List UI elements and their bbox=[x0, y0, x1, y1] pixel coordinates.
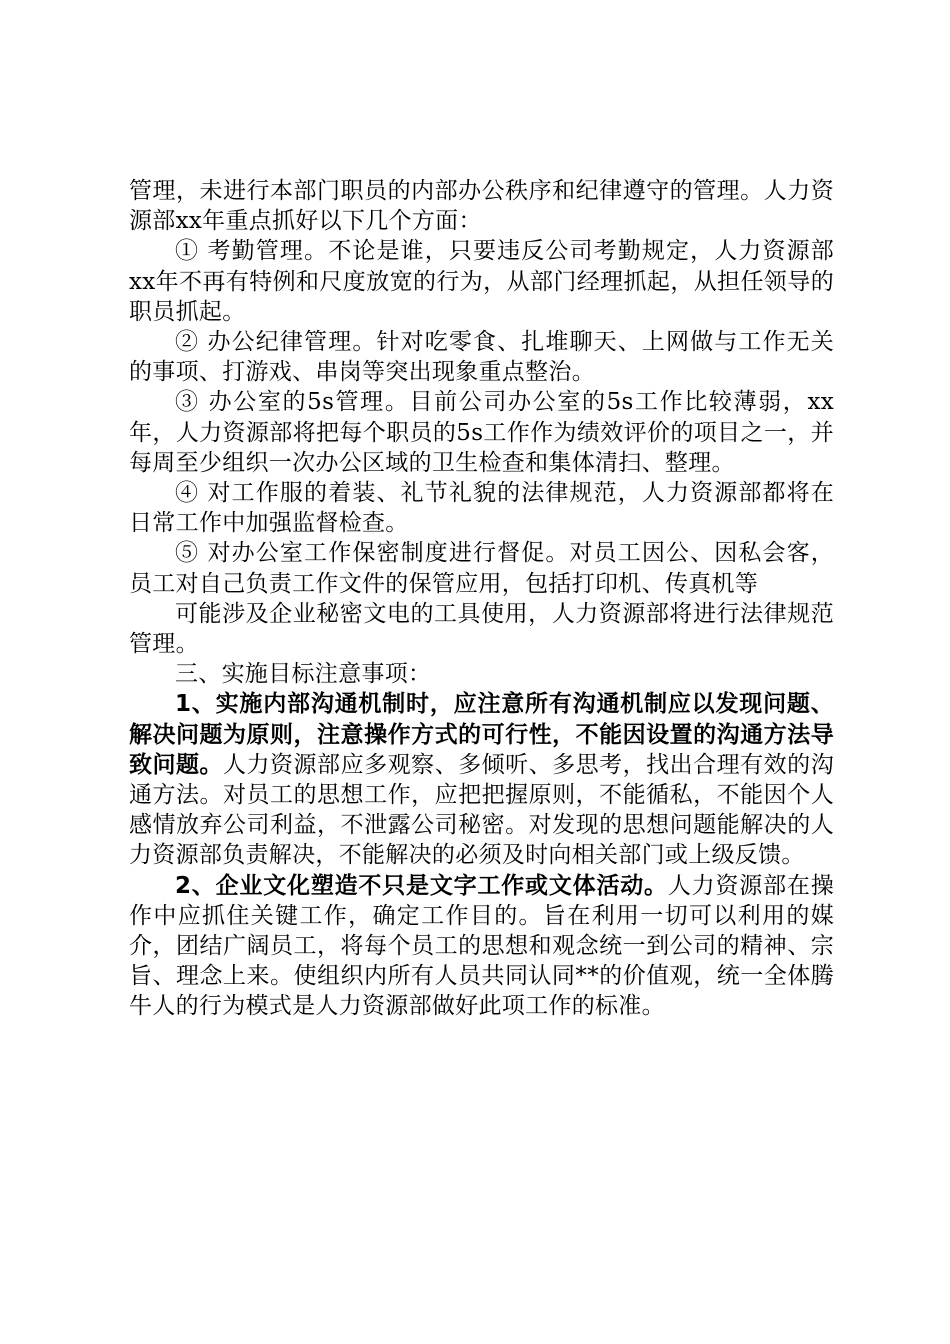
item-1-text: 人力资源部应多观察、多倾听、多思考，找出合理有效的沟通方法。对员工的思想工作，应把把握原则，不能循私，不能因个人感情放弃公司利益，不泄露公司秘密。对发现的思想问题能解决的人力资源部负责解决，不能解决的必须及时向相关部门或上级反馈。 bbox=[129, 751, 834, 869]
paragraph-uniform: ④ 对工作服的着装、礼节礼貌的法律规范，人力资源部都将在日常工作中加强监督检查。 bbox=[129, 480, 834, 537]
paragraph-attendance: ① 考勤管理。不论是谁，只要违反公司考勤规定，人力资源部xx年不再有特例和尺度放宽的行为，从部门经理抓起，从担任领导的职员抓起。 bbox=[129, 238, 834, 325]
paragraph-discipline: ② 办公纪律管理。针对吃零食、扎堆聊天、上网做与工作无关的事项、打游戏、串岗等突出现象重点整治。 bbox=[129, 329, 834, 386]
paragraph-item-1 bbox=[129, 689, 834, 870]
paragraph-5s: ③ 办公室的5s管理。目前公司办公室的5s工作比较薄弱，xx年，人力资源部将把每个职员的5s工作作为绩效评价的项目之一，并每周至少组织一次办公区域的卫生检查和集体清扫、整理。 bbox=[129, 389, 834, 476]
paragraph-intro: 管理，未进行本部门职员的内部办公秩序和纪律遵守的管理。人力资源部xx年重点抓好以下几个方面： bbox=[129, 178, 834, 235]
paragraph-item-2 bbox=[129, 871, 834, 1022]
document-page bbox=[129, 176, 834, 1022]
paragraph-confidential: ⑤ 对办公室工作保密制度进行督促。对员工因公、因私会客，员工对自己负责工作文件的保管应用，包括打印机、传真机等 bbox=[129, 540, 834, 597]
section-heading: 三、实施目标注意事项： bbox=[175, 661, 432, 688]
item-1-bold-text: 1、实施内部沟通机制时，应注意所有沟通机制应以发现问题、解决问题为原则，注意操作方式的可行性，不能因设置的沟通方法导致问题。 bbox=[129, 691, 834, 778]
item-2-bold-text: 2、企业文化塑造不只是文字工作或文体活动。 bbox=[175, 872, 668, 899]
item-2-text: 人力资源部在操作中应抓住关键工作，确定工作目的。旨在利用一切可以利用的媒介，团结广阔员工，将每个员工的思想和观念统一到公司的精神、宗旨、理念上来。使组织内所有人员共同认同**的价值观，统一全体腾牛人的行为模式是人力资源部做好此项工作的标准。 bbox=[129, 872, 834, 1020]
paragraph-confidential-cont: 可能涉及企业秘密文电的工具使用，人力资源部将进行法律规范管理。 bbox=[129, 600, 834, 658]
